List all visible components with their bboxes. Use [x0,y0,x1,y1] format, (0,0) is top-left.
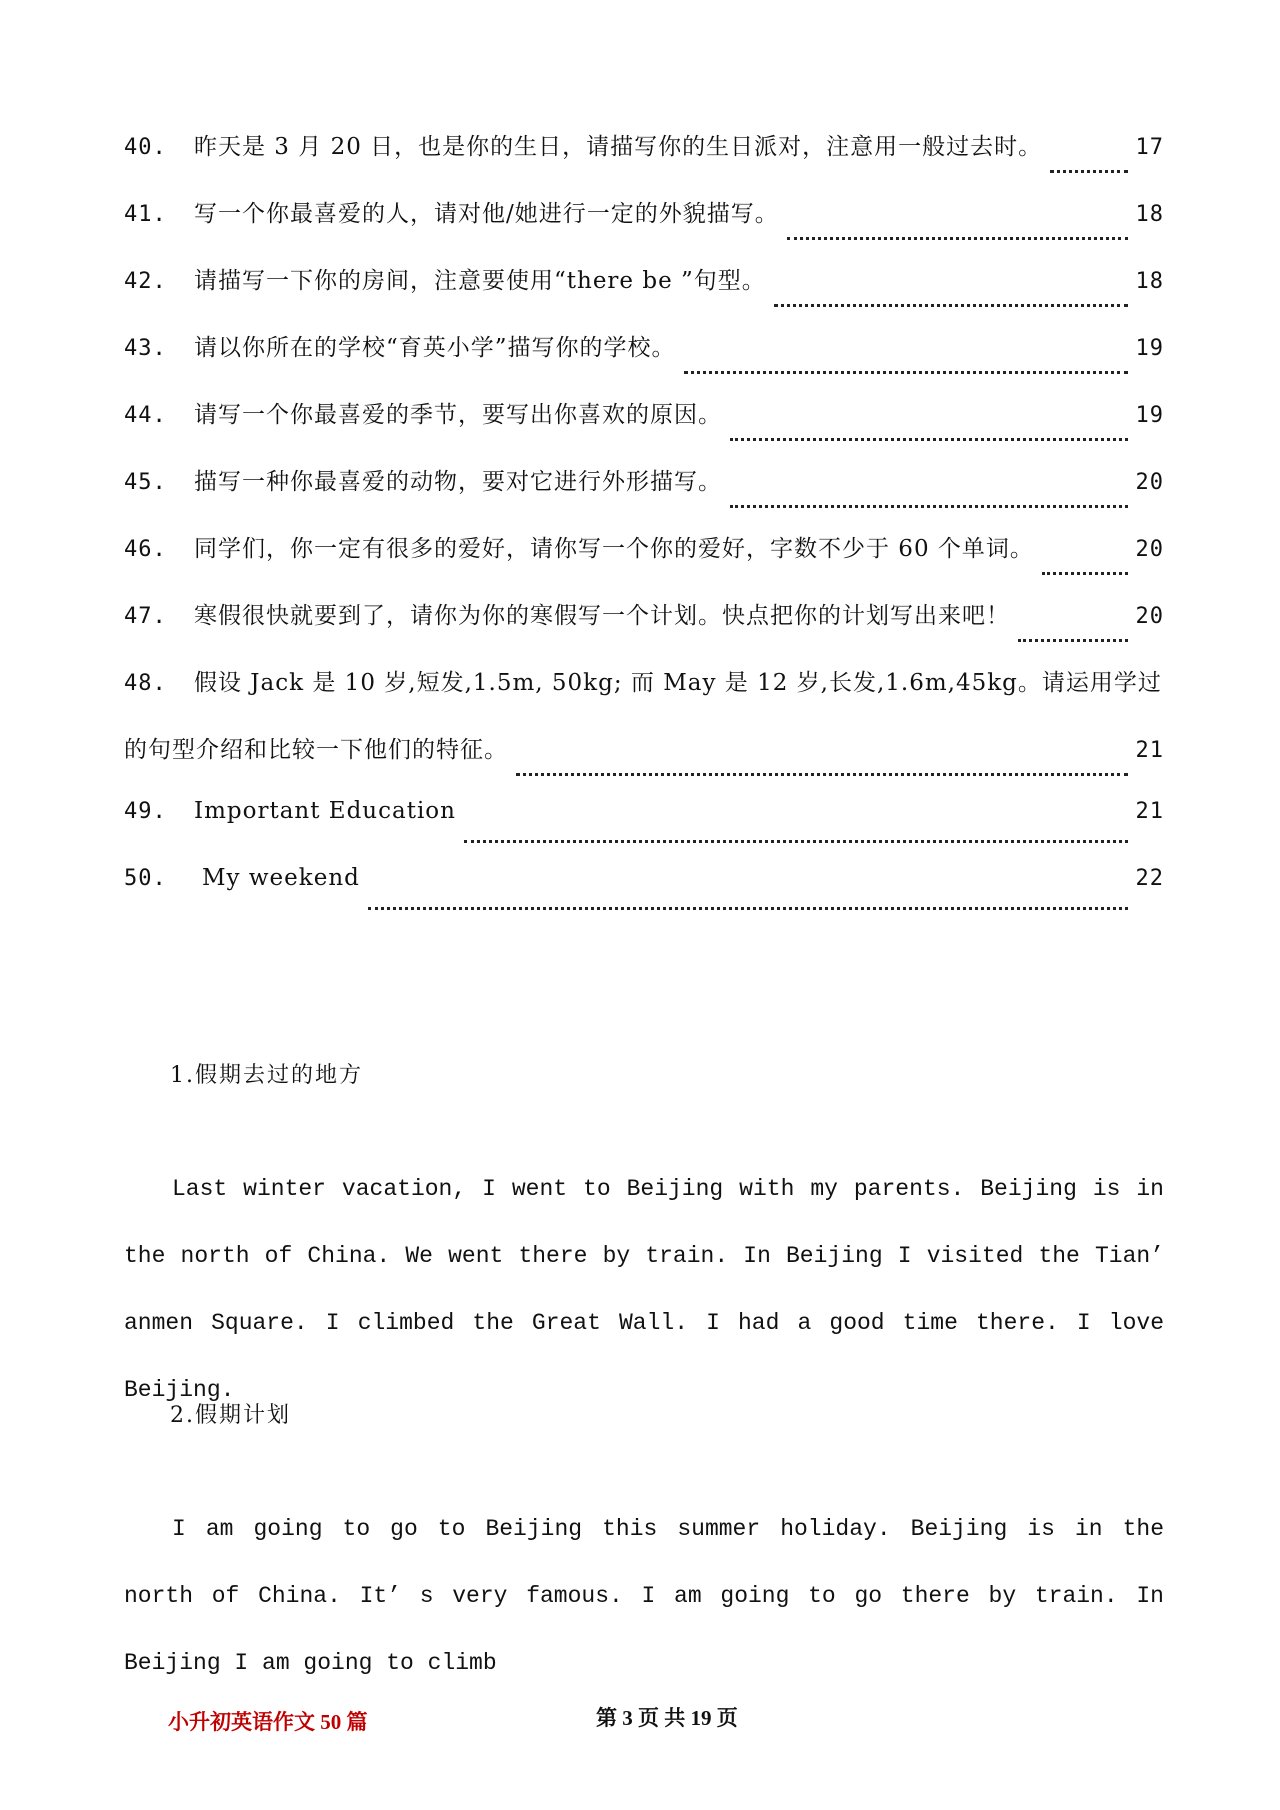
table-of-contents [124,128,1164,932]
toc-entry[interactable] [124,329,1164,396]
toc-entry-number: 47. [124,604,167,629]
toc-entry-number: 42. [124,269,167,294]
dot-leader [684,370,1128,374]
toc-entry[interactable] [124,128,1164,195]
toc-entry-title-continued: 的句型介绍和比较一下他们的特征。 [124,737,508,763]
toc-entry-number: 50. [124,866,167,891]
toc-entry-page: 18 [1135,202,1164,227]
toc-entry-page: 18 [1135,269,1164,294]
toc-entry-title: 请写一个你最喜爱的季节，要写出你喜欢的原因。 [194,402,722,428]
essay-body: I am going to go to Beijing this summer holiday. Beijing is in the north of China. It’ s very famous. I am going to go there by train. In Beijing I am going to climb [124,1516,1164,1676]
dot-leader [730,437,1128,441]
dot-leader [1018,638,1128,642]
toc-entry-page: 20 [1135,537,1164,562]
toc-entry-title: 昨天是 3 月 20 日，也是你的生日，请描写你的生日派对，注意用一般过去时。 [194,134,1043,160]
toc-entry-number: 48. [124,671,167,696]
toc-entry-title: 假设 Jack 是 10 岁,短发,1.5m, 50kg; 而 May 是 12 岁,长发,1.6m,45kg。请运用学过 [194,670,1162,696]
toc-entry[interactable] [124,463,1164,530]
toc-entry-title: 请以你所在的学校“育英小学”描写你的学校。 [194,335,676,361]
toc-entry[interactable] [124,865,1164,932]
toc-entry[interactable] [124,597,1164,664]
toc-entry[interactable] [124,664,1164,731]
toc-entry-page: 19 [1135,403,1164,428]
toc-entry-page: 19 [1135,336,1164,361]
dot-leader [774,303,1128,307]
toc-entry-title: Important Education [194,798,456,824]
toc-entry-continuation[interactable] [124,731,1164,798]
toc-entry-title: 寒假很快就要到了，请你为你的寒假写一个计划。快点把你的计划写出来吧！ [194,603,1010,629]
toc-entry-page: 20 [1135,604,1164,629]
toc-entry-page: 21 [1135,799,1164,824]
toc-entry[interactable] [124,396,1164,463]
toc-entry-number: 46. [124,537,167,562]
dot-leader [516,772,1128,776]
toc-entry-title: 请描写一下你的房间，注意要使用“there be ”句型。 [194,268,766,294]
dot-leader [464,839,1128,843]
essay-heading: 1.假期去过的地方 [170,1063,363,1088]
toc-entry[interactable] [124,530,1164,597]
toc-entry-number: 40. [124,135,167,160]
dot-leader [1042,571,1128,575]
toc-entry-number: 41. [124,202,167,227]
toc-entry-number: 44. [124,403,167,428]
toc-entry-title: My weekend [202,865,360,891]
toc-entry-page: 17 [1135,135,1164,160]
toc-entry-number: 45. [124,470,167,495]
dot-leader [1050,169,1127,173]
dot-leader [368,906,1128,910]
toc-entry[interactable] [124,798,1164,865]
footer-page-number: 第 3 页 共 19 页 [596,1706,738,1730]
toc-entry[interactable] [124,195,1164,262]
toc-entry-page: 21 [1135,738,1164,763]
toc-entry-number: 49. [124,799,167,824]
toc-entry-title: 同学们，你一定有很多的爱好，请你写一个你的爱好，字数不少于 60 个单词。 [194,536,1034,562]
footer-document-title: 小升初英语作文 50 篇 [168,1710,368,1734]
dot-leader [787,236,1128,240]
toc-entry-title: 描写一种你最喜爱的动物，要对它进行外形描写。 [194,469,722,495]
toc-entry[interactable] [124,262,1164,329]
toc-entry-number: 43. [124,336,167,361]
essay-heading: 2.假期计划 [170,1403,291,1428]
essay-body: Last winter vacation, I went to Beijing with my parents. Beijing is in the north of China. We went there by train. In Beijing I visited the Tian’ anmen Square. I climbed the Great Wall. I had a good time there. I love Beijing. [124,1176,1164,1403]
toc-entry-page: 22 [1135,866,1164,891]
toc-entry-page: 20 [1135,470,1164,495]
dot-leader [730,504,1128,508]
toc-entry-title: 写一个你最喜爱的人，请对他/她进行一定的外貌描写。 [194,201,779,227]
